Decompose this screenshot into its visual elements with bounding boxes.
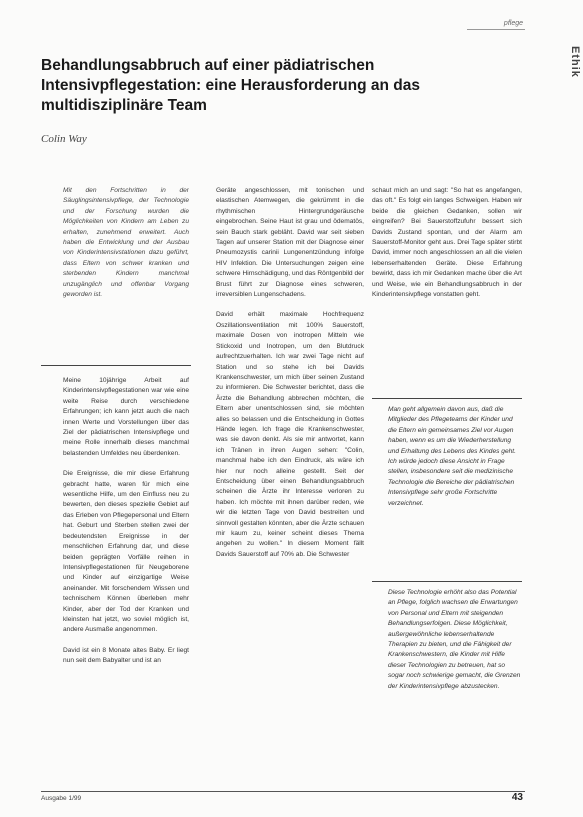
side-tab-ethik: Ethik xyxy=(569,46,581,78)
paragraph: schaut mich an und sagt: "So hat es angefangen, das oft." Es folgt ein langes Schweigen. Haben wir beide die gleichen Gedanken, sollen wir eingreifen? Bei Sauerstoffzufuhr bessert sich Davids Zustand spontan, und der Alarm am Sauerstoff-Monitor geht aus. Drei Tage später stirbt David, immer noch angeschlossen an all die vielen lebenserhaltenden Geräte. Diese Erfahrung bewirkt, dass ich mir Gedanken mache über die Art und Weise, wie ein Behandlungsabbruch in der Kinderintensivpflege vonstatten geht. xyxy=(372,187,522,299)
intro-divider xyxy=(41,365,191,366)
section-tag: pflege xyxy=(503,20,523,27)
quote-box-1: Man geht allgemein davon aus, daß die Mitglieder des Pflegeteams der Kinder und die Eltern ein gemeinsames Ziel vor Augen haben, wenn es um die Wiederherstellung und Erhaltung des Lebens des Kindes geht. Ich würde jedoch diese Ansicht in Frage stellen, insbesondere seit die medizinische Technologie die Bereiche der pädiatrischen Intensivpflege sehr große Fortschritte verzeichnet. xyxy=(388,406,516,507)
column-1 xyxy=(63,376,189,781)
quote-divider-2 xyxy=(372,581,522,582)
column-2 xyxy=(216,186,364,781)
intro-paragraph: Mit den Fortschritten in der Säuglingsintensivpflege, der Technologie und der Forschung wurden die Möglichkeiten von Kindern am Leben zu erhalten, zunehmend erweitert. Auch haben die Entwicklung und der Ausbau von Kinderintensivstationen dazu geführt, dass Eltern von schwer kranken und sterbenden Kindern manchmal unzugänglich und offenbar Vorgang geworden ist. xyxy=(63,187,189,299)
column-3 xyxy=(372,186,522,346)
paragraph: David erhält maximale Hochfrequenz Oszillationsventilation mit 100% Sauerstoff, maximale Dosen von inotropen Mitteln wie Stickoxid und Inotropen, um den Blutdruck aufrechtzuerhalten. Ich war zwei Tage nicht auf Station und so stehe ich bei Davids Krankenschwester, um mich über seinen Zustand zu informieren. Die Schwester berichtet, dass die Ärzte die Behandlung abbrechen möchten, die Eltern aber unentschlossen sind, sie möchten alles so belassen und die Entscheidung in Gottes Hände legen. Ich frage die Krankenschwester, was sie davon denkt. Als sie mir antwortet, kann ich Tränen in ihren Augen sehen: "Colin, manchmal habe ich den Eindruck, als wäre ich hier nur noch alleine gestellt. Seit der Entscheidung über einen Behandlungsabbruch scheinen die Ärzte ihr Interesse verloren zu haben. Ich möchte mit ihnen darüber reden, wie wir die letzten Tage von David bestreiten und sinnvoll gestalten könnten, aber die Ärzte schauen mir kaum zu, keiner scheint dieses Thema angehen zu wollen." In diesem Moment fällt Davids Sauerstoff auf 70% ab. Die Schwester xyxy=(216,311,364,558)
paragraph: Die Ereignisse, die mir diese Erfahrung gebracht hatte, waren für mich eine wesentliche Hilfe, um den Einfluss neu zu bewerten, den dieses spezielle Gebiet auf das Erleben von Pflegepersonal und Eltern hat. Geburt und Sterben stellen zwei der bedeutendsten Ereignisse in der menschlichen Erfahrung dar, und diese beiden geprägten Vorfälle reihen in Intensivpflegestationen für Neugeborene und Kinder auf einzigartige Weise aneinander. Mit forschendem Wissen und technischem Können überleben mehr Kinder, aber der Tod der Kranken und kleinsten hat jetzt, wo soviel möglich ist, andere Ausmaße angenommen. xyxy=(63,470,189,634)
article-author: Colin Way xyxy=(41,133,87,145)
intro-column xyxy=(63,186,189,351)
paragraph: David ist ein 8 Monate altes Baby. Er liegt nun seit dem Babyalter und ist an xyxy=(63,646,189,665)
header-rule xyxy=(467,29,525,30)
article-title: Behandlungsabbruch auf einer pädiatrischen Intensivpflegestation: eine Herausforderung an das multidisziplinäre Team xyxy=(41,57,420,114)
footer-rule xyxy=(41,791,525,792)
quote-divider-1 xyxy=(372,398,522,399)
issue-label: Ausgabe 1/99 xyxy=(41,795,82,802)
quote-box-2: Diese Technologie erhöht also das Potential an Pflege, folglich wachsen die Erwartungen von Personal und Eltern mit steigenden Behandlungserfolgen. Diese Möglichkeit, außergewöhnliche lebenserhaltende Therapien zu bieten, und die Fähigkeit der Krankenschwestern, die Kinder mit Hilfe dieser Technologien zu betreuen, hat so sogar noch schwierige gemacht, die Grenzen der Kinderintensivpflege abzustecken. xyxy=(388,589,521,690)
page-number: 43 xyxy=(511,792,523,803)
paragraph: Geräte angeschlossen, mit tonischen und elastischen Atemwegen, die gekrümmt in die rhythmischen Hintergrundgeräusche eingebrochen. Seine Haut ist grau und ödematös, sein Bauch stark gebläht. David war seit sieben Tagen auf unserer Station mit der Diagnose einer Pneumozystis carinii Lungenentzündung infolge HIV Infektion. Die Untersuchungen zeigen eine schwere Hirnschädigung, und das Röntgenbild der Brust führt zur Diagnose eines schweren, irreversiblen Lungenschadens. xyxy=(216,187,364,299)
paragraph: Meine 10jährige Arbeit auf Kinderintensivpflegestationen war wie eine weite Reise durch verschiedene Erfahrungen; ich kann jetzt auch die nach innen Werte und Vorstellungen über das Ziel der pädiatrischen Intensivpflege und meine Rolle innerhalb dieses manchmal belastenden Umfeldes neu überdenken. xyxy=(63,377,189,457)
